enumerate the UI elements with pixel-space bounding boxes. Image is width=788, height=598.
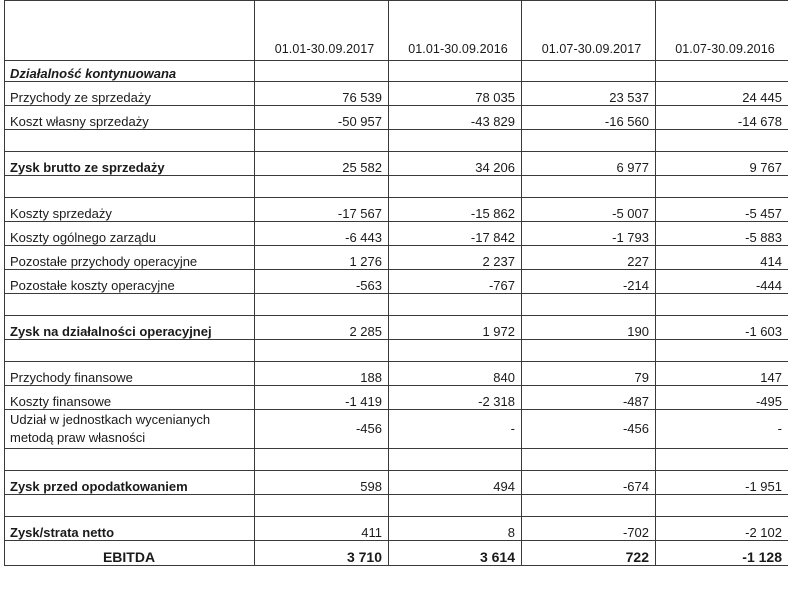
spacer-row [5, 176, 788, 198]
empty-cell [656, 61, 788, 82]
header-label-cell [5, 1, 255, 61]
value-cell: 1 972 [389, 316, 522, 340]
empty-cell [522, 130, 656, 152]
header-period-1: 01.01-30.09.2017 [255, 1, 389, 61]
row-label: Przychody finansowe [5, 362, 255, 386]
value-cell: -214 [522, 270, 656, 294]
empty-cell [5, 130, 255, 152]
value-cell: 722 [522, 541, 656, 566]
table-row [5, 410, 788, 449]
value-cell: -2 102 [656, 517, 788, 541]
row-label [5, 410, 255, 449]
empty-cell [389, 294, 522, 316]
value-cell: 840 [389, 362, 522, 386]
value-cell: -15 862 [389, 198, 522, 222]
value-cell: -1 793 [522, 222, 656, 246]
value-cell: -702 [522, 517, 656, 541]
empty-cell [389, 495, 522, 517]
header-period-4: 01.07-30.09.2016 [656, 1, 788, 61]
value-cell: 24 445 [656, 82, 788, 106]
value-cell: 227 [522, 246, 656, 270]
value-cell: 147 [656, 362, 788, 386]
empty-cell [522, 495, 656, 517]
value-cell: -5 457 [656, 198, 788, 222]
subtotal-row [5, 517, 788, 541]
row-label: Zysk/strata netto [5, 517, 255, 541]
value-cell: -1 951 [656, 471, 788, 495]
ebitda-row [5, 541, 788, 566]
value-cell: -767 [389, 270, 522, 294]
header-row [5, 1, 788, 61]
value-cell: 6 977 [522, 152, 656, 176]
subtotal-row [5, 316, 788, 340]
empty-cell [5, 340, 255, 362]
table-row [5, 362, 788, 386]
value-cell: -14 678 [656, 106, 788, 130]
empty-cell [5, 495, 255, 517]
empty-cell [656, 294, 788, 316]
empty-cell [389, 61, 522, 82]
section-title: Działalność kontynuowana [5, 61, 255, 82]
empty-cell [5, 294, 255, 316]
value-cell: 23 537 [522, 82, 656, 106]
empty-cell [255, 61, 389, 82]
empty-cell [522, 294, 656, 316]
header-period-2: 01.01-30.09.2016 [389, 1, 522, 61]
value-cell: -6 443 [255, 222, 389, 246]
income-statement-table [4, 0, 788, 566]
empty-cell [522, 340, 656, 362]
empty-cell [255, 294, 389, 316]
empty-cell [255, 130, 389, 152]
value-cell: -50 957 [255, 106, 389, 130]
subtotal-row [5, 152, 788, 176]
value-cell: -563 [255, 270, 389, 294]
row-label: Zysk brutto ze sprzedaży [5, 152, 255, 176]
table-row [5, 106, 788, 130]
value-cell: -444 [656, 270, 788, 294]
empty-cell [522, 61, 656, 82]
value-cell: -17 567 [255, 198, 389, 222]
empty-cell [389, 130, 522, 152]
empty-cell [522, 449, 656, 471]
row-label: Zysk na działalności operacyjnej [5, 316, 255, 340]
value-cell: 78 035 [389, 82, 522, 106]
table-row [5, 386, 788, 410]
empty-cell [255, 449, 389, 471]
value-cell: -17 842 [389, 222, 522, 246]
row-label: Koszty finansowe [5, 386, 255, 410]
empty-cell [255, 176, 389, 198]
value-cell: 598 [255, 471, 389, 495]
value-cell: 9 767 [656, 152, 788, 176]
row-label: Zysk przed opodatkowaniem [5, 471, 255, 495]
empty-cell [389, 176, 522, 198]
value-cell: 414 [656, 246, 788, 270]
value-cell: 34 206 [389, 152, 522, 176]
value-cell: 8 [389, 517, 522, 541]
table-row [5, 270, 788, 294]
value-cell: -1 128 [656, 541, 788, 566]
value-cell: 79 [522, 362, 656, 386]
value-cell: 188 [255, 362, 389, 386]
value-cell: 494 [389, 471, 522, 495]
empty-cell [656, 495, 788, 517]
empty-cell [656, 130, 788, 152]
empty-cell [389, 340, 522, 362]
value-cell: -1 419 [255, 386, 389, 410]
value-cell: - [656, 410, 788, 449]
empty-cell [656, 176, 788, 198]
value-cell: 190 [522, 316, 656, 340]
value-cell: 76 539 [255, 82, 389, 106]
row-label: Koszt własny sprzedaży [5, 106, 255, 130]
row-label: Koszty sprzedaży [5, 198, 255, 222]
value-cell: -43 829 [389, 106, 522, 130]
value-cell: -16 560 [522, 106, 656, 130]
value-cell: 411 [255, 517, 389, 541]
table-row [5, 198, 788, 222]
spacer-row [5, 495, 788, 517]
empty-cell [5, 176, 255, 198]
spacer-row [5, 340, 788, 362]
row-label: EBITDA [5, 541, 255, 566]
value-cell: 2 285 [255, 316, 389, 340]
spacer-row [5, 449, 788, 471]
row-label: Pozostałe przychody operacyjne [5, 246, 255, 270]
row-label: Pozostałe koszty operacyjne [5, 270, 255, 294]
value-cell: -456 [255, 410, 389, 449]
empty-cell [255, 495, 389, 517]
empty-cell [522, 176, 656, 198]
income-statement [4, 0, 788, 566]
value-cell: 1 276 [255, 246, 389, 270]
spacer-row [5, 294, 788, 316]
value-cell: 3 614 [389, 541, 522, 566]
row-label: Koszty ogólnego zarządu [5, 222, 255, 246]
value-cell: 2 237 [389, 246, 522, 270]
value-cell: 3 710 [255, 541, 389, 566]
empty-cell [255, 340, 389, 362]
value-cell: -5 007 [522, 198, 656, 222]
value-cell: -5 883 [656, 222, 788, 246]
value-cell: -2 318 [389, 386, 522, 410]
header-period-3: 01.07-30.09.2017 [522, 1, 656, 61]
table-row [5, 246, 788, 270]
empty-cell [656, 449, 788, 471]
spacer-row [5, 130, 788, 152]
value-cell: -456 [522, 410, 656, 449]
table-row [5, 82, 788, 106]
empty-cell [5, 449, 255, 471]
value-cell: -495 [656, 386, 788, 410]
table-row [5, 222, 788, 246]
row-label-line-2: metodą praw własności [10, 430, 146, 445]
value-cell: - [389, 410, 522, 449]
value-cell: -674 [522, 471, 656, 495]
value-cell: -487 [522, 386, 656, 410]
section-row [5, 61, 788, 82]
empty-cell [656, 340, 788, 362]
subtotal-row [5, 471, 788, 495]
value-cell: 25 582 [255, 152, 389, 176]
row-label: Przychody ze sprzedaży [5, 82, 255, 106]
row-label-line-1: Udział w jednostkach wycenianych [10, 412, 211, 427]
value-cell: -1 603 [656, 316, 788, 340]
empty-cell [389, 449, 522, 471]
